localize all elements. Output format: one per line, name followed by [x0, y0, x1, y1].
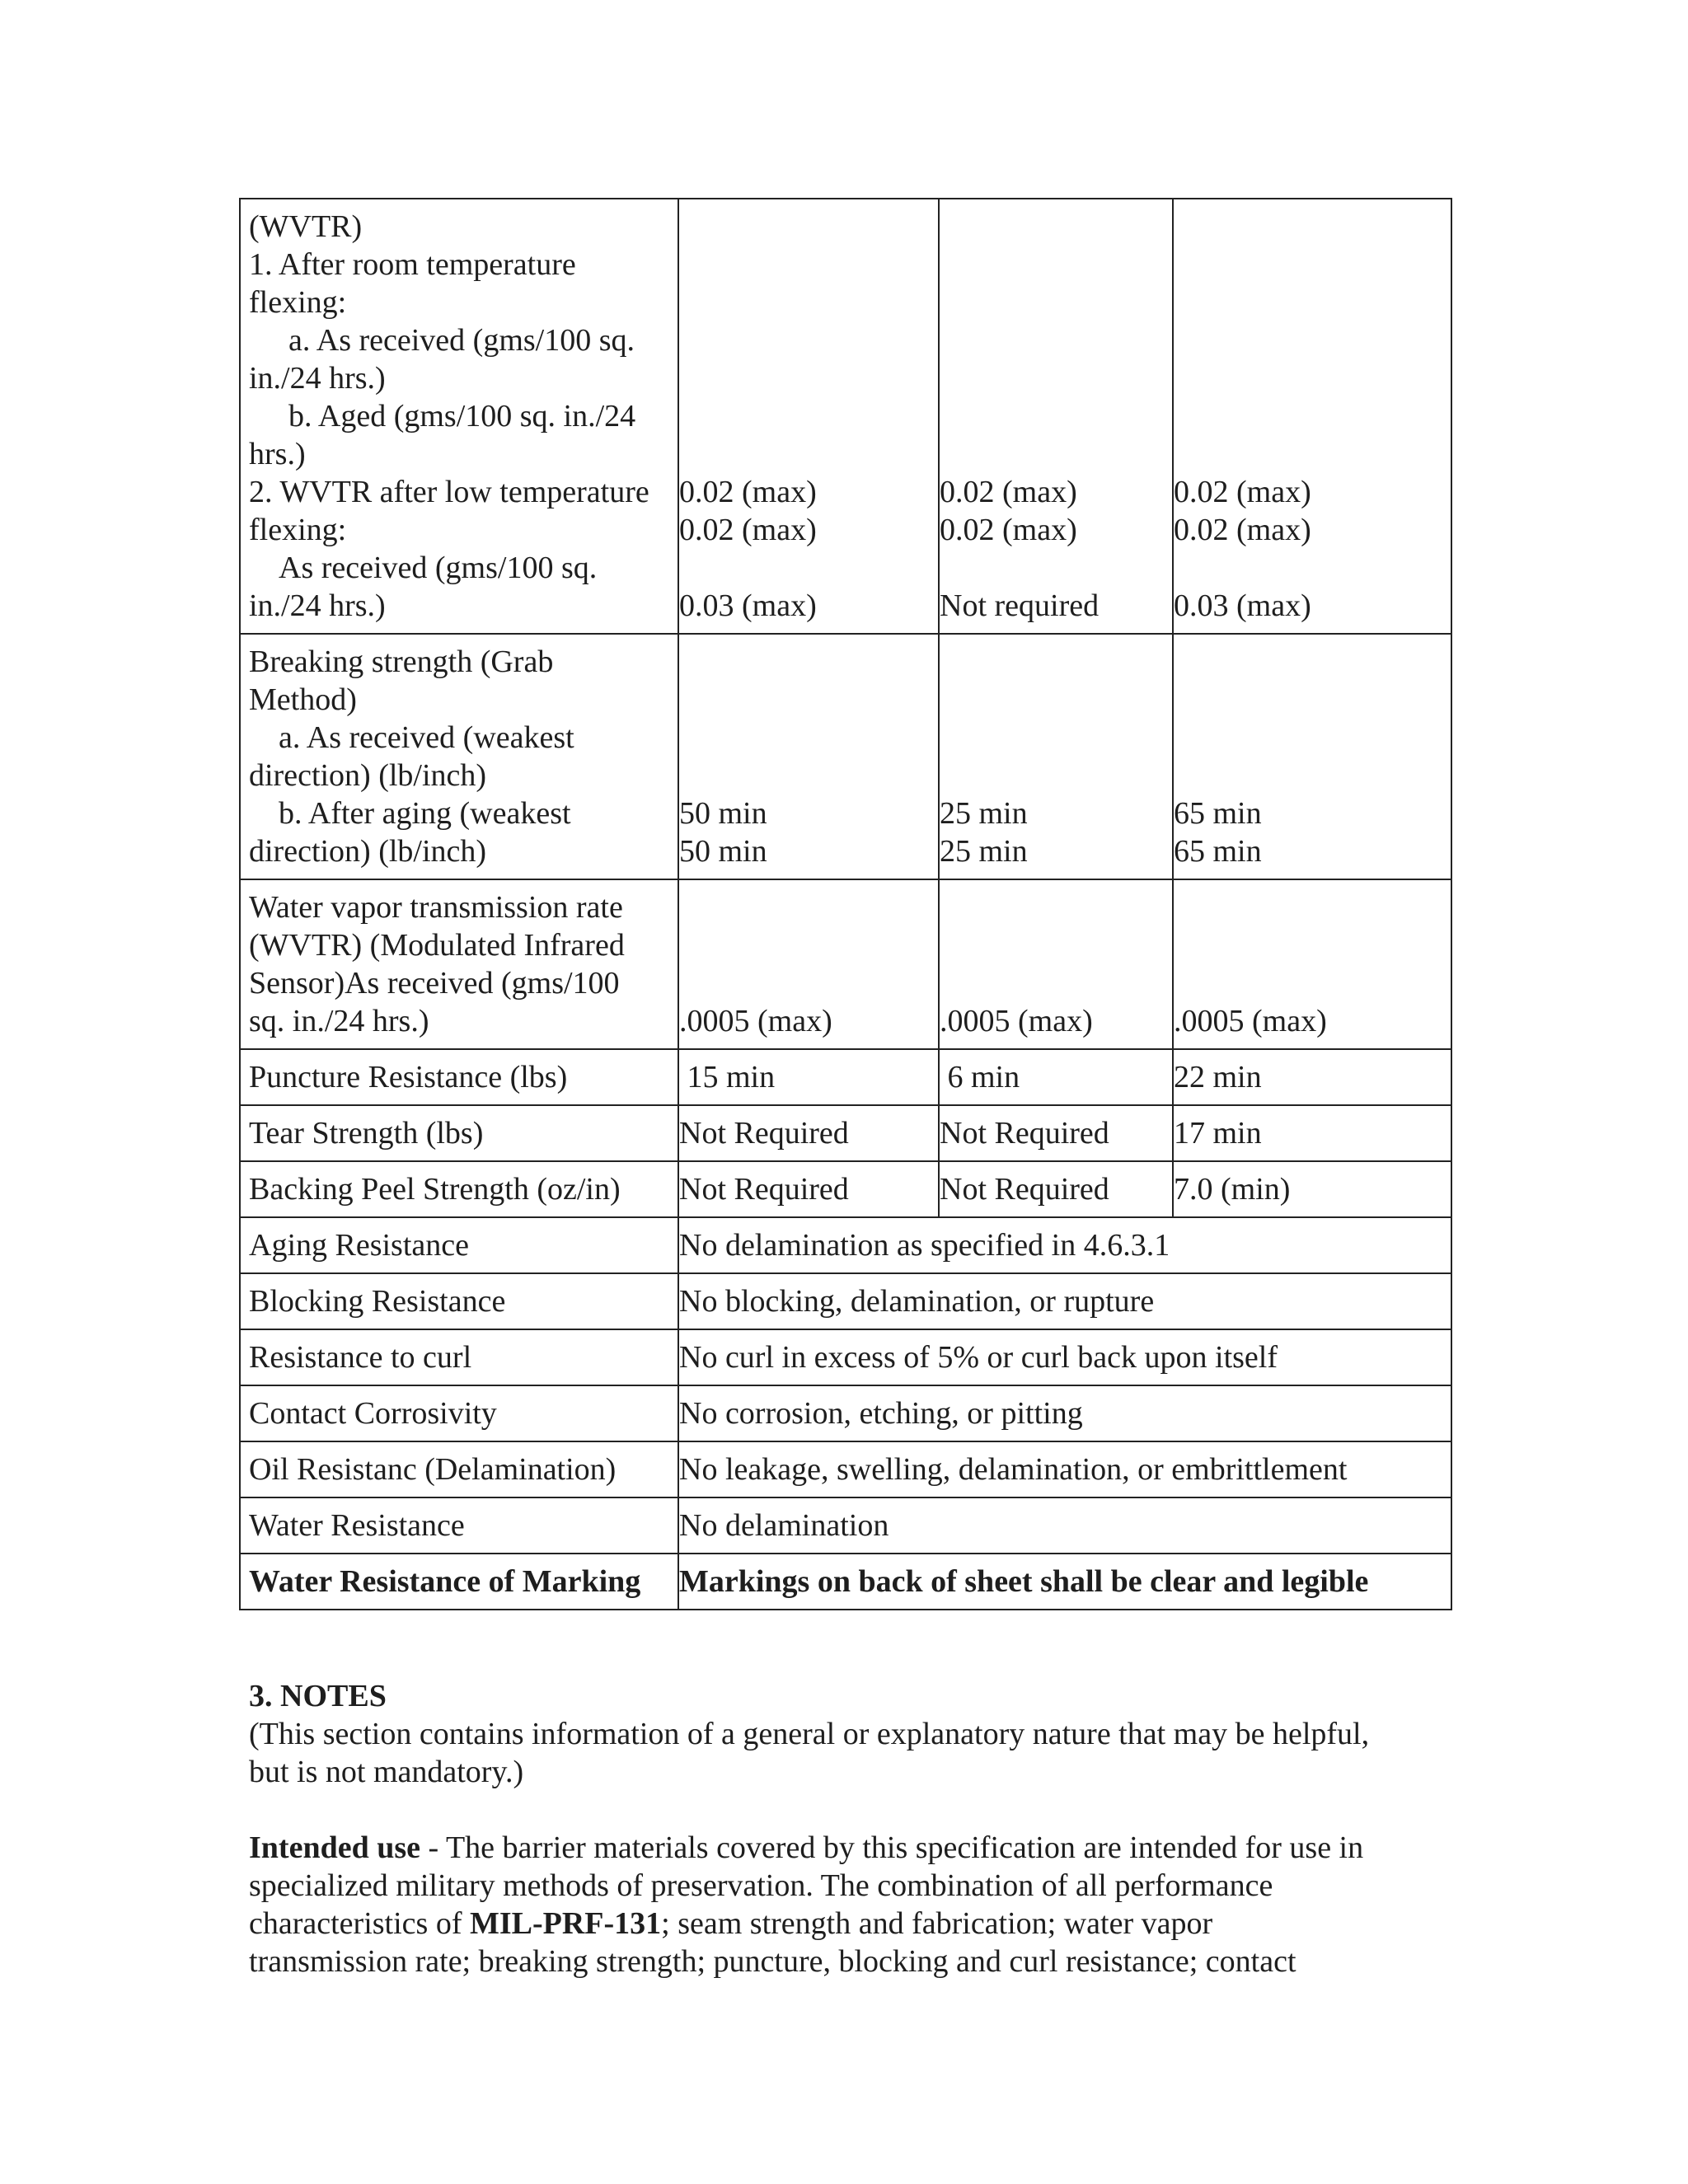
- breaking-label-line: Breaking strength (Grab: [249, 644, 554, 679]
- cell-value: No corrosion, etching, or pitting: [678, 1385, 1451, 1441]
- cell-value: 50 min: [679, 834, 767, 869]
- intended-use-label: Intended use: [249, 1830, 420, 1865]
- cell-value: 0.02 (max): [679, 513, 817, 547]
- row-label: Contact Corrosivity: [240, 1385, 678, 1441]
- wvtr-label-line: a. As received (gms/100 sq.: [288, 323, 635, 358]
- breaking-label-line: direction) (lb/inch): [249, 758, 487, 793]
- cell-value: 0.02 (max): [1174, 475, 1311, 509]
- table-row-breaking-strength: [240, 634, 1451, 879]
- cell-value: Not required: [940, 588, 1100, 623]
- wvtr-label-cell: [240, 199, 678, 634]
- cell-value: 0.02 (max): [940, 475, 1077, 509]
- wvtr-label-line: flexing:: [249, 513, 347, 547]
- cell-value: 0.02 (max): [679, 475, 817, 509]
- vapor-col2-cell: [939, 879, 1173, 1049]
- table-row: [240, 1217, 1451, 1273]
- wvtr-label-line: in./24 hrs.): [249, 361, 386, 396]
- cell-value: 0.03 (max): [1174, 588, 1311, 623]
- cell-value: 65 min: [1174, 834, 1262, 869]
- cell-value: .0005 (max): [940, 1004, 1093, 1038]
- notes-intro-line: (This section contains information of a general or explanatory nature that may be helpful,: [249, 1717, 1370, 1751]
- table-row: [240, 1441, 1451, 1497]
- cell-value: Not Required: [678, 1161, 939, 1217]
- intended-use-line: specialized military methods of preservation. The combination of all performance: [249, 1868, 1273, 1903]
- cell-value: 22 min: [1173, 1049, 1451, 1105]
- table-row: [240, 1105, 1451, 1161]
- cell-value: 15 min: [678, 1049, 939, 1105]
- breaking-col1-cell: [678, 634, 939, 879]
- vapor-label-line: Water vapor transmission rate: [249, 890, 623, 925]
- spec-table: [239, 198, 1452, 1610]
- cell-value: Not Required: [678, 1105, 939, 1161]
- vapor-col3-cell: [1173, 879, 1451, 1049]
- cell-value: 25 min: [940, 834, 1028, 869]
- wvtr-col3-cell: [1173, 199, 1451, 634]
- table-row: [240, 1554, 1451, 1610]
- blank-line: [1174, 549, 1447, 587]
- cell-value: No leakage, swelling, delamination, or embrittlement: [678, 1441, 1451, 1497]
- row-label: Puncture Resistance (lbs): [240, 1049, 678, 1105]
- cell-value: 0.02 (max): [1174, 513, 1311, 547]
- breaking-label-line: direction) (lb/inch): [249, 834, 487, 869]
- cell-value: 17 min: [1173, 1105, 1451, 1161]
- breaking-label-line: Method): [249, 682, 357, 717]
- cell-value: No blocking, delamination, or rupture: [678, 1273, 1451, 1329]
- intended-use-text: characteristics of: [249, 1906, 470, 1941]
- breaking-col3-cell: [1173, 634, 1451, 879]
- row-label: Tear Strength (lbs): [240, 1105, 678, 1161]
- row-label: Water Resistance of Marking: [240, 1554, 678, 1610]
- intended-use-line: transmission rate; breaking strength; puncture, blocking and curl resistance; contact: [249, 1944, 1296, 1979]
- cell-value: 0.03 (max): [679, 588, 817, 623]
- vapor-label-line: sq. in./24 hrs.): [249, 1004, 429, 1038]
- intended-use-line: [249, 1829, 1452, 1867]
- row-label: Backing Peel Strength (oz/in): [240, 1161, 678, 1217]
- table-row: [240, 1161, 1451, 1217]
- wvtr-label-line: in./24 hrs.): [249, 588, 386, 623]
- table-row: [240, 1273, 1451, 1329]
- notes-section: [249, 1677, 1452, 1980]
- table-row: [240, 1329, 1451, 1385]
- cell-value: No delamination as specified in 4.6.3.1: [678, 1217, 1451, 1273]
- cell-value: 50 min: [679, 796, 767, 831]
- wvtr-label-line: (WVTR): [249, 209, 363, 244]
- table-row: [240, 1049, 1451, 1105]
- intended-use-text: - The barrier materials covered by this specification are intended for use in: [420, 1830, 1364, 1865]
- row-label: Water Resistance: [240, 1497, 678, 1554]
- wvtr-label-line: 1. After room temperature: [249, 247, 576, 282]
- notes-intro-line: but is not mandatory.): [249, 1755, 524, 1789]
- table-row-water-vapor: [240, 879, 1451, 1049]
- spec-code: MIL-PRF-131: [469, 1906, 662, 1941]
- table-row: [240, 1385, 1451, 1441]
- wvtr-col2-cell: [939, 199, 1173, 634]
- wvtr-label-line: As received (gms/100 sq.: [279, 551, 598, 585]
- row-label: Resistance to curl: [240, 1329, 678, 1385]
- cell-value: 65 min: [1174, 796, 1262, 831]
- cell-value: No curl in excess of 5% or curl back upon itself: [678, 1329, 1451, 1385]
- cell-value: 6 min: [939, 1049, 1173, 1105]
- breaking-label-line: b. After aging (weakest: [279, 796, 571, 831]
- wvtr-label-line: flexing:: [249, 285, 347, 320]
- paragraph-gap: [249, 1791, 1452, 1829]
- notes-heading: 3. NOTES: [249, 1679, 387, 1713]
- table-row-wvtr: [240, 199, 1451, 634]
- cell-value: No delamination: [678, 1497, 1451, 1554]
- breaking-label-line: a. As received (weakest: [279, 720, 574, 755]
- wvtr-label-line: hrs.): [249, 437, 306, 471]
- blank-line: [940, 549, 1169, 587]
- cell-value: 7.0 (min): [1173, 1161, 1451, 1217]
- wvtr-col1-cell: [678, 199, 939, 634]
- cell-value: Not Required: [939, 1161, 1173, 1217]
- cell-value: 0.02 (max): [940, 513, 1077, 547]
- row-label: Aging Resistance: [240, 1217, 678, 1273]
- intended-use-text: ; seam strength and fabrication; water vapor: [661, 1906, 1213, 1941]
- row-label: Blocking Resistance: [240, 1273, 678, 1329]
- blank-line: [679, 549, 935, 587]
- wvtr-label-line: b. Aged (gms/100 sq. in./24: [288, 399, 636, 434]
- table-row: [240, 1497, 1451, 1554]
- cell-value: Markings on back of sheet shall be clear and legible: [678, 1554, 1451, 1610]
- cell-value: .0005 (max): [679, 1004, 832, 1038]
- breaking-col2-cell: [939, 634, 1173, 879]
- cell-value: .0005 (max): [1174, 1004, 1327, 1038]
- cell-value: Not Required: [939, 1105, 1173, 1161]
- cell-value: 25 min: [940, 796, 1028, 831]
- intended-use-line: [249, 1905, 1452, 1943]
- vapor-label-line: (WVTR) (Modulated Infrared: [249, 928, 625, 963]
- vapor-col1-cell: [678, 879, 939, 1049]
- vapor-label-line: Sensor)As received (gms/100: [249, 966, 620, 1001]
- wvtr-label-line: 2. WVTR after low temperature: [249, 475, 649, 509]
- vapor-label-cell: [240, 879, 678, 1049]
- row-label: Oil Resistanc (Delamination): [240, 1441, 678, 1497]
- breaking-label-cell: [240, 634, 678, 879]
